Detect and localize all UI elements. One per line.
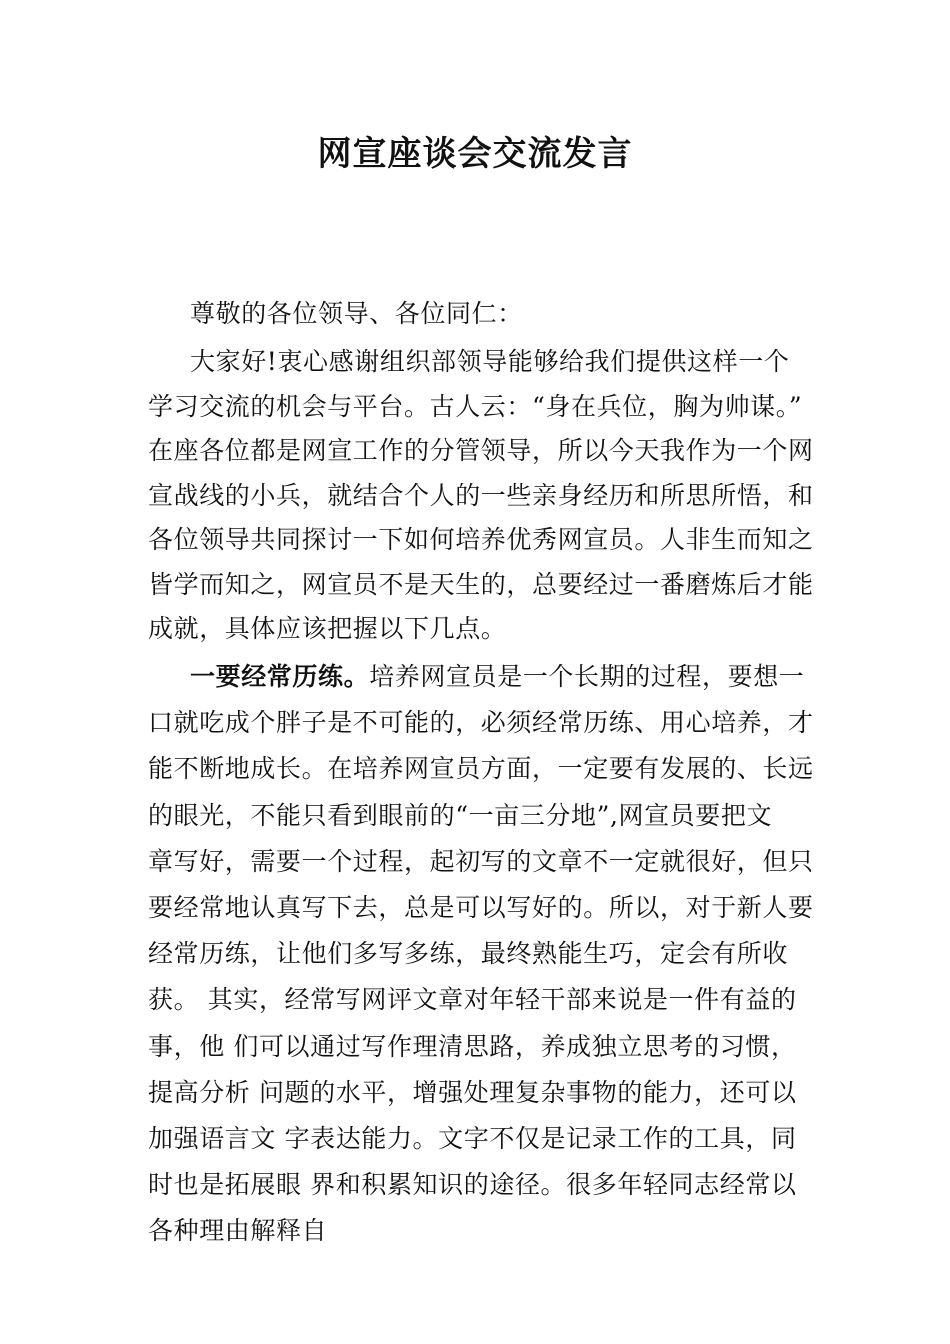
paragraph-line: 提高分析 问题的水平，增强处理复杂事物的能力，还可以 [148,1077,797,1107]
paragraph-first-line-text: 培养网宣员是一个长期的过程，要想一 [369,662,805,691]
paragraph-line: 章写好，需要一个过程，起初写的文章不一定就很好，但只 [148,846,814,876]
paragraph-line: 的眼光，不能只看到眼前的“一亩三分地”,网宣员要把文 [148,800,773,830]
paragraph-line: 学习交流的机会与平台。古人云：“身在兵位，胸为帅谋。” [148,391,803,421]
paragraph-line: 各位领导共同探讨一下如何培养优秀网宣员。人非生而知之 [148,525,814,554]
paragraph-line: 各种理由解释自 [148,1216,328,1246]
paragraph-line: 要经常地认真写下去，总是可以写好的。所以，对于新人要 [148,892,814,922]
paragraph-line: 经常历练，让他们多写多练，最终熟能生巧，定会有所收 [148,939,789,969]
salutation [148,292,812,337]
paragraph-line: 能不断地成长。在培养网宣员方面，一定要有发展的、长远 [148,754,814,784]
paragraph-line: 事，他 们可以通过写作理清思路，养成独立思考的习惯， [148,1031,797,1061]
paragraph-line: 成就，具体应该把握以下几点。 [148,614,507,643]
paragraph-first-line [148,654,812,700]
salutation-line: 尊敬的各位领导、各位同仁： [190,299,523,328]
document-title: 网宣座谈会交流发言 [317,134,633,174]
paragraph-line: 宣战线的小兵，就结合个人的一些亲身经历和所思所悟，和 [148,480,814,510]
paragraph-line: 获。 其实，经常写网评文章对年轻干部来说是一件有益的 [148,985,797,1015]
paragraph-line: 加强语言文 字表达能力。文字不仅是记录工作的工具，同 [148,1123,797,1153]
paragraph-line: 大家好!衷心感谢组织部领导能够给我们提供这样一个 [190,347,790,376]
paragraph-1 [148,340,812,652]
paragraph-2 [148,654,812,1254]
paragraph-line: 时也是拓展眼 界和积累知识的途径。很多年轻同志经常以 [148,1170,797,1200]
section-heading: 一要经常历练。 [190,662,370,691]
paragraph-line: 口就吃成个胖子是不可能的，必须经常历练、用心培养，才 [148,708,814,738]
paragraph-line: 皆学而知之，网宣员不是天生的，总要经过一番磨炼后才能 [148,569,814,599]
paragraph-line: 在座各位都是网宣工作的分管领导，所以今天我作为一个网 [148,436,814,465]
